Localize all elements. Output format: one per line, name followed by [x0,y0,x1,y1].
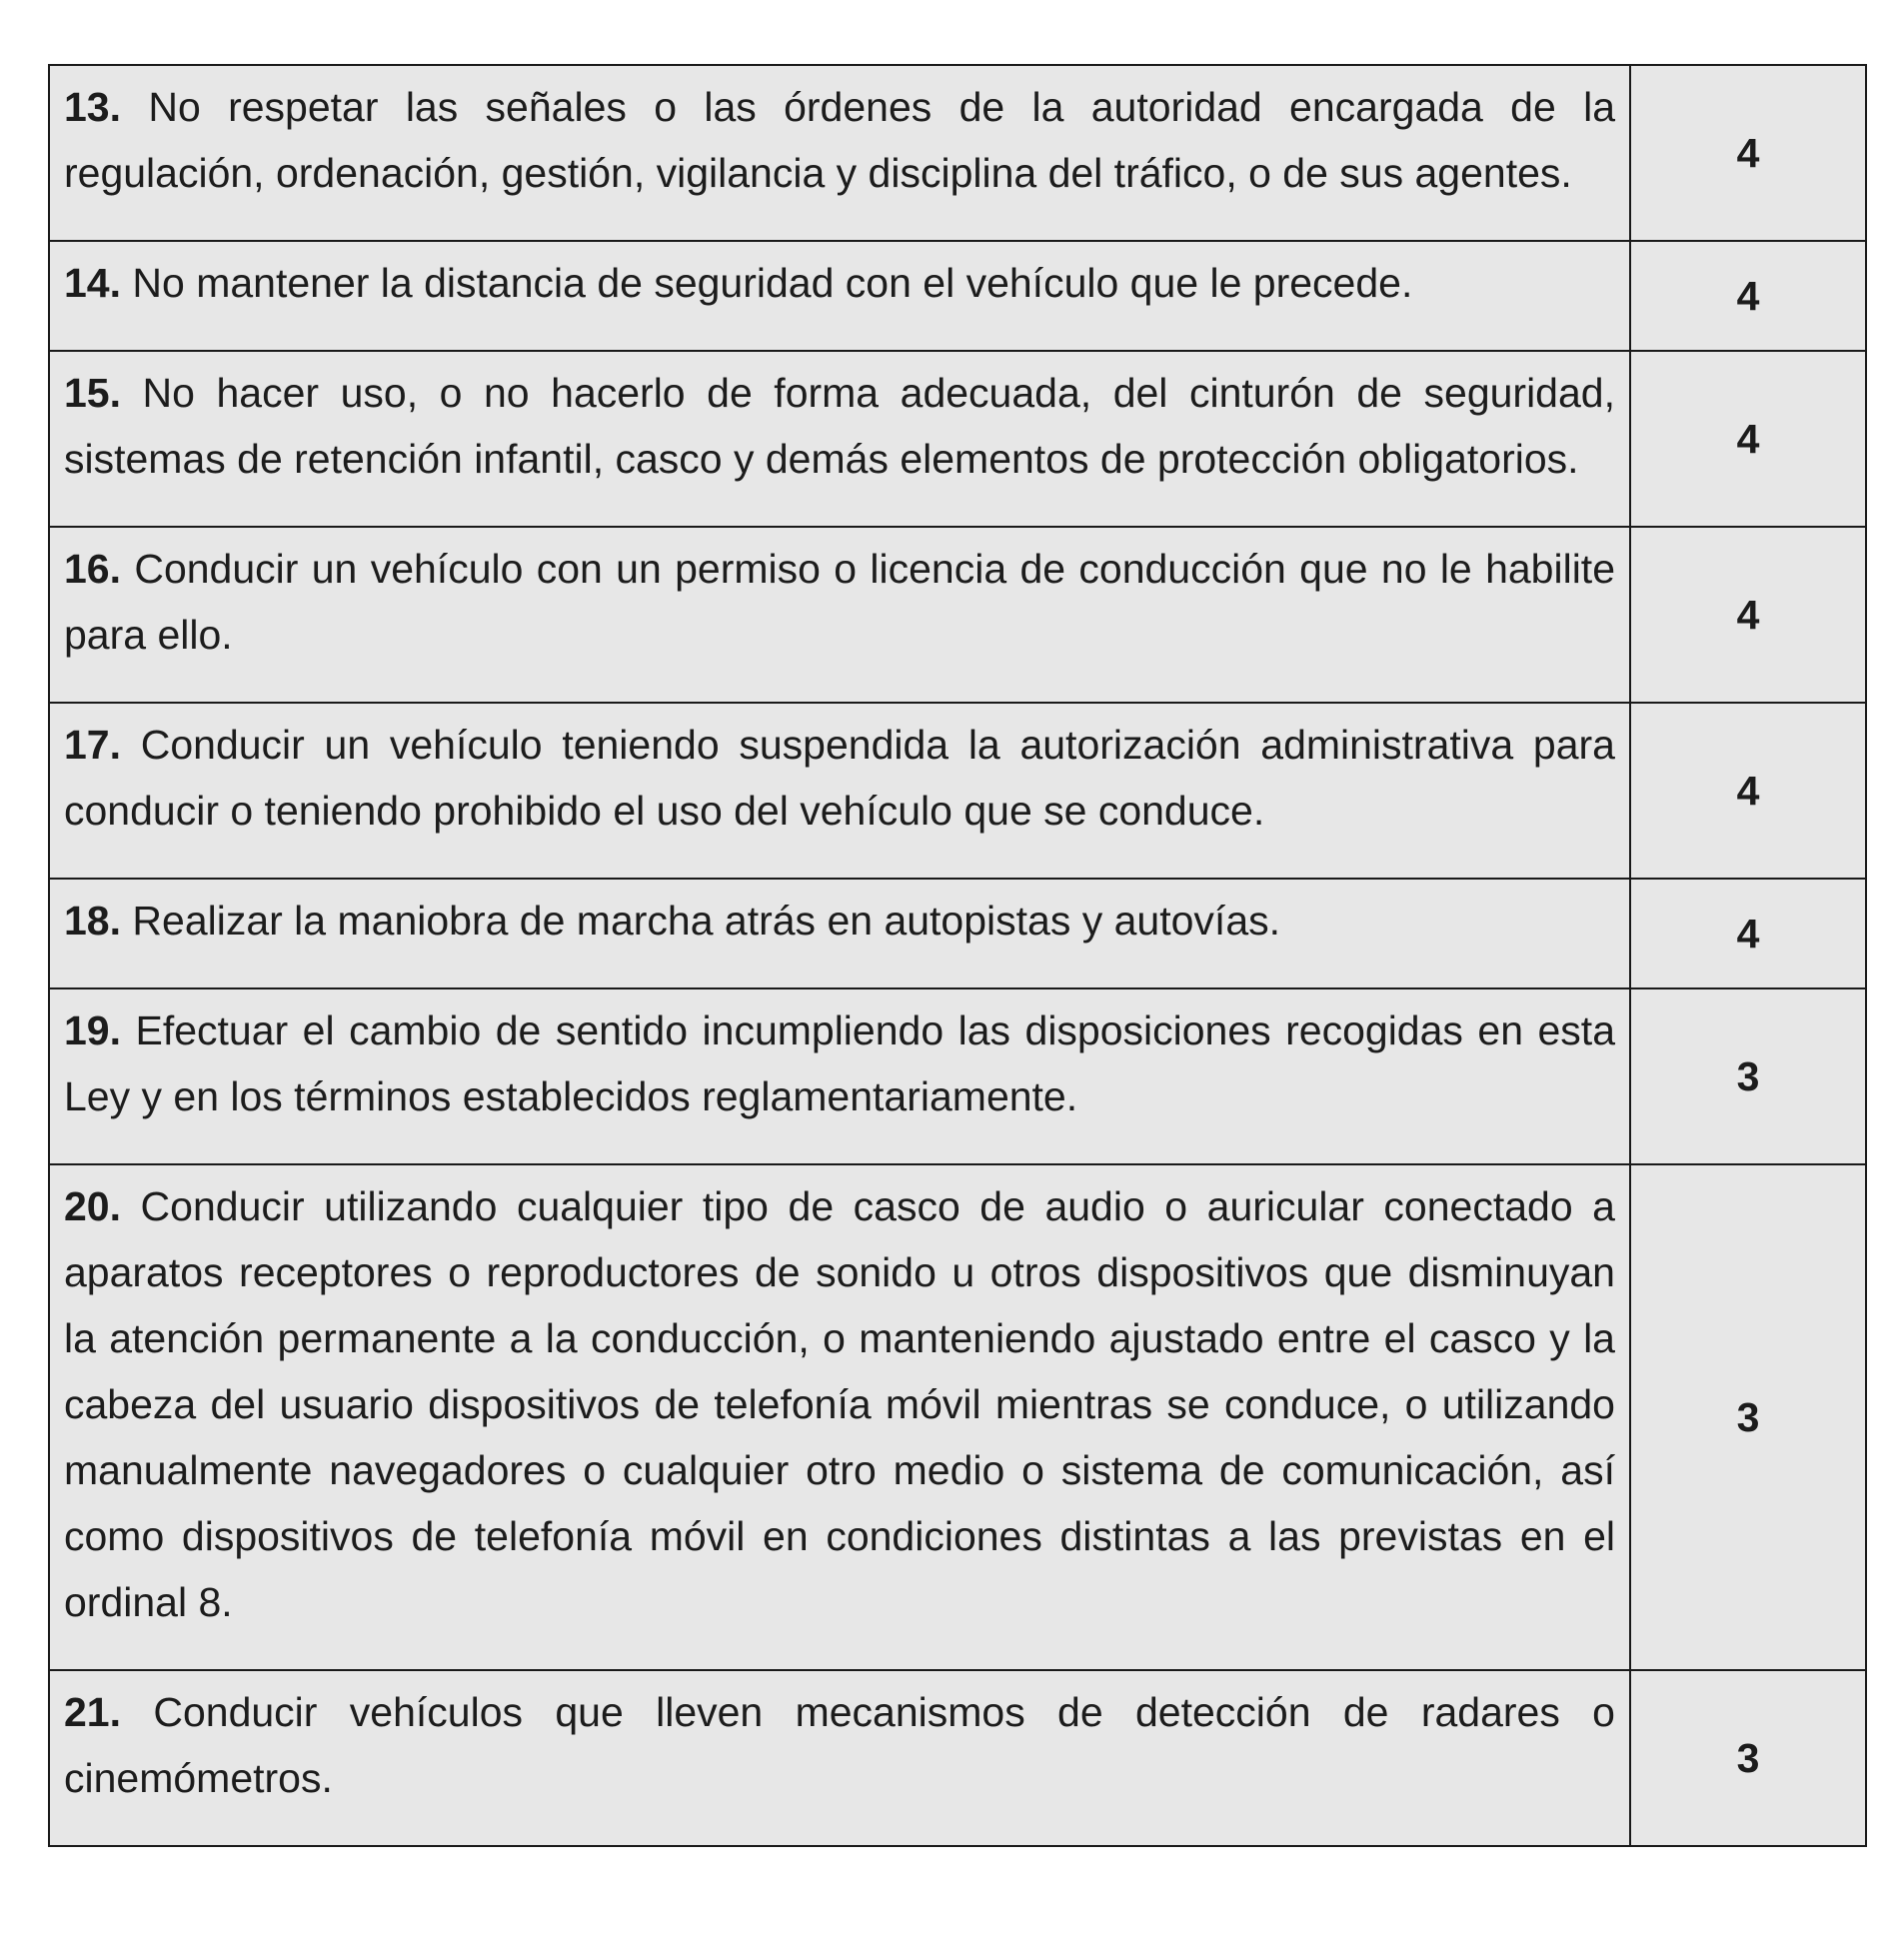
document-page [48,64,1865,1847]
table-row [49,703,1866,879]
item-number: 15. [64,370,121,416]
item-text: No mantener la distancia de seguridad con el vehículo que le precede. [132,260,1413,306]
points-value: 4 [1630,241,1866,351]
infraction-description [49,703,1630,879]
points-value: 4 [1630,65,1866,241]
item-text: Conducir un vehículo teniendo suspendida la autorización administrativa para conducir o teniendo prohibido el uso del vehículo que se conduce. [64,722,1615,834]
item-number: 13. [64,84,121,130]
table-row [49,879,1866,988]
table-row [49,1670,1866,1846]
infraction-description [49,1670,1630,1846]
points-value: 3 [1630,988,1866,1164]
item-number: 21. [64,1689,121,1735]
table-row [49,527,1866,703]
infractions-points-table [48,64,1867,1847]
table-row [49,351,1866,527]
item-number: 17. [64,722,121,768]
points-value: 4 [1630,879,1866,988]
item-number: 14. [64,260,121,306]
infraction-description [49,241,1630,351]
item-text: Realizar la maniobra de marcha atrás en autopistas y autovías. [132,898,1281,944]
item-text: Conducir un vehículo con un permiso o licencia de conducción que no le habilite para ello. [64,546,1615,658]
infraction-description [49,988,1630,1164]
item-number: 19. [64,1007,121,1053]
item-text: No respetar las señales o las órdenes de la autoridad encargada de la regulación, ordenación, gestión, vigilancia y disciplina del tráfico, o de sus agentes. [64,84,1615,196]
points-value: 4 [1630,527,1866,703]
item-text: Efectuar el cambio de sentido incumpliendo las disposiciones recogidas en esta Ley y en los términos establecidos reglamentariamente. [64,1007,1615,1119]
item-number: 18. [64,898,121,944]
table-row [49,988,1866,1164]
infraction-description [49,1164,1630,1670]
infraction-description [49,351,1630,527]
item-number: 20. [64,1183,121,1229]
item-text: Conducir vehículos que lleven mecanismos de detección de radares o cinemómetros. [64,1689,1615,1801]
item-number: 16. [64,546,121,592]
item-text: No hacer uso, o no hacerlo de forma adecuada, del cinturón de seguridad, sistemas de retención infantil, casco y demás elementos de protección obligatorios. [64,370,1615,482]
table-row [49,1164,1866,1670]
infraction-description [49,65,1630,241]
table-row [49,241,1866,351]
infraction-description [49,879,1630,988]
points-value: 4 [1630,351,1866,527]
infraction-description [49,527,1630,703]
points-value: 4 [1630,703,1866,879]
item-text: Conducir utilizando cualquier tipo de casco de audio o auricular conectado a aparatos receptores o reproductores de sonido u otros dispositivos que disminuyan la atención permanente a la conducción, o manteniendo ajustado entre el casco y la cabeza del usuario dispositivos de telefonía móvil mientras se conduce, o utilizando manualmente navegadores o cualquier otro medio o sistema de comunicación, así como dispositivos de telefonía móvil en condiciones distintas a las previstas en el ordinal 8. [64,1183,1615,1625]
points-value: 3 [1630,1670,1866,1846]
table-row [49,65,1866,241]
points-value: 3 [1630,1164,1866,1670]
